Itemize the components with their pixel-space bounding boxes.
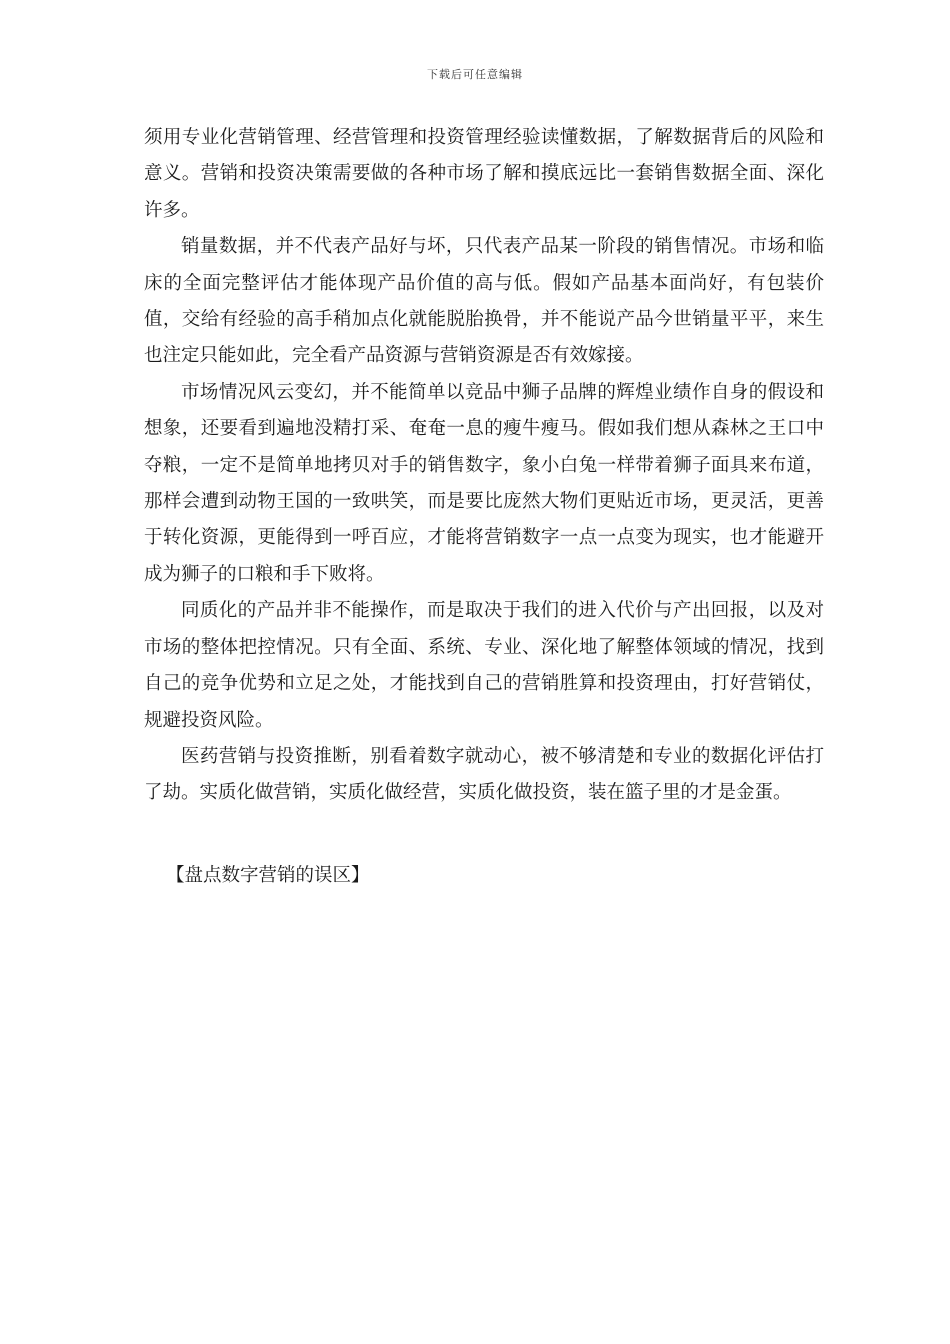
page-header-note: 下载后可任意编辑 [427, 68, 523, 81]
document-body [144, 120, 824, 812]
section-heading: 【盘点数字营销的误区】 [166, 865, 370, 886]
paragraph-5: 医药营销与投资推断，别看着数字就动心，被不够清楚和专业的数据化评估打了劫。实质化做营销，实质化做经营，实质化做投资，装在篮子里的才是金蛋。 [144, 745, 824, 804]
paragraph-3: 市场情况风云变幻，并不能简单以竞品中狮子品牌的辉煌业绩作自身的假设和想象，还要看到遍地没精打采、奄奄一息的瘦牛瘦马。假如我们想从森林之王口中夺粮，一定不是简单地拷贝对手的销售数字，象小白兔一样带着狮子面具来布道，那样会遭到动物王国的一致哄笑，而是要比庞然大物们更贴近市场，更灵活，更善于转化资源，更能得到一呼百应，才能将营销数字一点一点变为现实，也才能避开成为狮子的口粮和手下败将。 [144, 381, 824, 585]
paragraph-4: 同质化的产品并非不能操作，而是取决于我们的进入代价与产出回报，以及对市场的整体把控情况。只有全面、系统、专业、深化地了解整体领域的情况，找到自己的竞争优势和立足之处，才能找到自己的营销胜算和投资理由，打好营销仗，规避投资风险。 [144, 600, 824, 731]
paragraph-1: 须用专业化营销管理、经营管理和投资管理经验读懂数据，了解数据背后的风险和意义。营销和投资决策需要做的各种市场了解和摸底远比一套销售数据全面、深化许多。 [144, 127, 824, 221]
paragraph-2: 销量数据，并不代表产品好与坏，只代表产品某一阶段的销售情况。市场和临床的全面完整评估才能体现产品价值的高与低。假如产品基本面尚好，有包装价值，交给有经验的高手稍加点化就能脱胎换骨，并不能说产品今世销量平平，来生也注定只能如此，完全看产品资源与营销资源是否有效嫁接。 [144, 236, 824, 367]
